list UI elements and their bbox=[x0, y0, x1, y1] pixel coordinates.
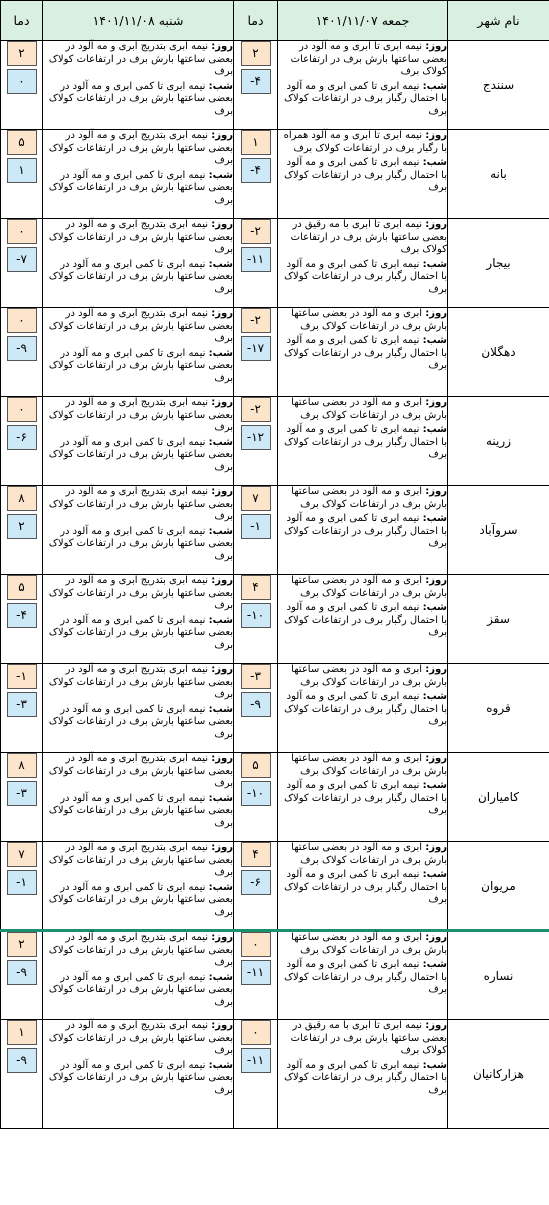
day2-night-text: نیمه ابری تا کمی ابری و مه آلود در بعضی ساعتها بارش برف در ارتفاعات کولاک برف bbox=[48, 525, 233, 562]
day1-forecast bbox=[278, 575, 448, 664]
day1-max-temp: -۲ bbox=[241, 219, 271, 244]
day2-forecast bbox=[43, 41, 234, 130]
day1-min-temp: -۹ bbox=[241, 692, 271, 717]
day1-night bbox=[278, 424, 447, 462]
day2-daytime-text: نیمه ابری بتدریج ابری و مه آلود در بعضی ساعتها بارش برف در ارتفاعات کولاک برف bbox=[48, 664, 233, 701]
day2-daytime-text: نیمه ابری بتدریج ابری و مه آلود در بعضی ساعتها بارش برف در ارتفاعات کولاک برف bbox=[48, 842, 233, 879]
day2-night-text: نیمه ابری تا کمی ابری و مه آلود در بعضی ساعتها بارش برف در ارتفاعات کولاک برف bbox=[48, 614, 233, 651]
day2-max-temp: ۲ bbox=[7, 41, 37, 66]
table-row bbox=[1, 931, 549, 1020]
day2-night bbox=[43, 170, 233, 208]
night-label: شب: bbox=[208, 436, 233, 448]
day1-forecast bbox=[278, 486, 448, 575]
table-row bbox=[1, 41, 549, 130]
night-label: شب: bbox=[422, 80, 447, 92]
day2-temps bbox=[1, 219, 43, 308]
day2-temps bbox=[1, 664, 43, 753]
day2-night-text: نیمه ابری تا کمی ابری و مه آلود در بعضی ساعتها بارش برف در ارتفاعات کولاک برف bbox=[48, 703, 233, 740]
day2-temps bbox=[1, 753, 43, 842]
day1-night-text: نیمه ابری تا کمی ابری و مه آلود با احتمال رگبار برف در ارتفاعات کولاک برف bbox=[284, 691, 447, 728]
day1-night-text: نیمه ابری تا کمی ابری و مه آلود با احتمال رگبار برف در ارتفاعات کولاک برف bbox=[284, 602, 447, 639]
day2-night-text: نیمه ابری تا کمی ابری و مه آلود در بعضی ساعتها بارش برف در ارتفاعات کولاک برف bbox=[48, 792, 233, 829]
table-row bbox=[1, 219, 549, 308]
day1-max-temp: -۳ bbox=[241, 664, 271, 689]
day2-daytime bbox=[43, 932, 233, 970]
day1-min-temp: -۱۱ bbox=[241, 247, 271, 272]
day1-night-text: نیمه ابری تا کمی ابری و مه آلود با احتمال رگبار برف در ارتفاعات کولاک برف bbox=[284, 780, 447, 817]
day1-forecast bbox=[278, 308, 448, 397]
day2-daytime bbox=[43, 219, 233, 257]
night-label: شب: bbox=[422, 424, 447, 436]
day1-daytime-text: نیمه ابری تا ابری با مه رقیق در بعضی ساعتها بارش برف در ارتفاعات کولاک برف bbox=[290, 1020, 447, 1057]
day1-daytime bbox=[278, 575, 447, 600]
day1-night-text: نیمه ابری تا کمی ابری و مه آلود با احتمال رگبار برف در ارتفاعات کولاک برف bbox=[284, 959, 447, 996]
day2-daytime-text: نیمه ابری بتدریج ابری و مه آلود در بعضی ساعتها بارش برف در ارتفاعات کولاک برف bbox=[48, 932, 233, 969]
day1-forecast bbox=[278, 931, 448, 1020]
day1-daytime-text: ابری و مه آلود در بعضی ساعتها بارش برف در ارتفاعات کولاک برف bbox=[291, 932, 447, 956]
night-label: شب: bbox=[208, 792, 233, 804]
day-label: روز: bbox=[211, 1020, 233, 1031]
city-name: هزارکانیان bbox=[448, 1020, 549, 1129]
day2-night-text: نیمه ابری تا کمی ابری و مه آلود در بعضی ساعتها بارش برف در ارتفاعات کولاک برف bbox=[48, 258, 233, 295]
day1-max-temp: ۴ bbox=[241, 575, 271, 600]
day2-night bbox=[43, 81, 233, 119]
day1-min-temp: -۱۰ bbox=[241, 603, 271, 628]
day2-temps bbox=[1, 41, 43, 130]
day2-min-temp: ۲ bbox=[7, 514, 37, 539]
day1-daytime bbox=[278, 41, 447, 79]
day1-daytime bbox=[278, 932, 447, 957]
day1-daytime bbox=[278, 664, 447, 689]
day-label: روز: bbox=[211, 575, 233, 586]
day1-night-text: نیمه ابری تا کمی ابری و مه آلود با احتمال رگبار برف در ارتفاعات کولاک برف bbox=[284, 157, 447, 194]
day1-min-temp: -۱۲ bbox=[241, 425, 271, 450]
day2-min-temp: -۷ bbox=[7, 247, 37, 272]
day1-temps bbox=[234, 397, 278, 486]
day2-min-temp: -۶ bbox=[7, 425, 37, 450]
city-name: کامیاران bbox=[448, 753, 549, 842]
day1-temps bbox=[234, 219, 278, 308]
day1-max-temp: ۱ bbox=[241, 130, 271, 155]
day-label: روز: bbox=[425, 842, 447, 853]
day2-temps bbox=[1, 575, 43, 664]
day2-night bbox=[43, 704, 233, 742]
header-day1: جمعه ۱۴۰۱/۱۱/۰۷ bbox=[278, 1, 448, 41]
day-label: روز: bbox=[425, 219, 447, 230]
day1-temps bbox=[234, 1020, 278, 1129]
day-label: روز: bbox=[425, 486, 447, 497]
day2-min-temp: ۰ bbox=[7, 69, 37, 94]
night-label: شب: bbox=[208, 614, 233, 626]
day2-min-temp: -۹ bbox=[7, 960, 37, 985]
day2-night bbox=[43, 259, 233, 297]
day2-night bbox=[43, 348, 233, 386]
day-label: روز: bbox=[211, 397, 233, 408]
day1-night-text: نیمه ابری تا کمی ابری و مه آلود با احتمال رگبار برف در ارتفاعات کولاک برف bbox=[284, 513, 447, 550]
day2-night-text: نیمه ابری تا کمی ابری و مه آلود در بعضی ساعتها بارش برف در ارتفاعات کولاک برف bbox=[48, 881, 233, 918]
day1-forecast bbox=[278, 397, 448, 486]
table-row bbox=[1, 842, 549, 931]
day1-daytime bbox=[278, 1020, 447, 1058]
day2-daytime-text: نیمه ابری بتدریج ابری و مه آلود در بعضی ساعتها بارش برف در ارتفاعات کولاک برف bbox=[48, 308, 233, 345]
day-label: روز: bbox=[425, 753, 447, 764]
night-label: شب: bbox=[208, 703, 233, 715]
day2-temps bbox=[1, 842, 43, 931]
day-label: روز: bbox=[425, 1020, 447, 1031]
day2-temps bbox=[1, 1020, 43, 1129]
day1-night bbox=[278, 259, 447, 297]
day1-temps bbox=[234, 486, 278, 575]
day2-min-temp: -۳ bbox=[7, 692, 37, 717]
day1-night-text: نیمه ابری تا کمی ابری و مه آلود با احتمال رگبار برف در ارتفاعات کولاک برف bbox=[284, 80, 447, 117]
day1-daytime-text: ابری و مه آلود در بعضی ساعتها بارش برف در ارتفاعات کولاک برف bbox=[291, 397, 447, 421]
day1-max-temp: -۲ bbox=[241, 397, 271, 422]
day2-daytime bbox=[43, 1020, 233, 1058]
day1-night-text: نیمه ابری تا کمی ابری و مه آلود با احتمال رگبار برف در ارتفاعات کولاک برف bbox=[284, 258, 447, 295]
day2-max-temp: ۰ bbox=[7, 397, 37, 422]
day2-max-temp: ۸ bbox=[7, 753, 37, 778]
city-name: سقز bbox=[448, 575, 549, 664]
day2-daytime bbox=[43, 308, 233, 346]
day2-daytime-text: نیمه ابری بتدریج ابری و مه آلود در بعضی ساعتها بارش برف در ارتفاعات کولاک برف bbox=[48, 41, 233, 78]
day1-max-temp: ۴ bbox=[241, 842, 271, 867]
night-label: شب: bbox=[422, 258, 447, 270]
night-label: شب: bbox=[208, 258, 233, 270]
day2-forecast bbox=[43, 486, 234, 575]
day1-forecast bbox=[278, 842, 448, 931]
night-label: شب: bbox=[422, 691, 447, 703]
day1-max-temp: ۰ bbox=[241, 932, 271, 957]
day2-forecast bbox=[43, 219, 234, 308]
night-label: شب: bbox=[422, 1059, 447, 1071]
day2-daytime-text: نیمه ابری بتدریج ابری و مه آلود در بعضی ساعتها بارش برف در ارتفاعات کولاک برف bbox=[48, 753, 233, 790]
day1-forecast bbox=[278, 219, 448, 308]
day1-daytime-text: ابری و مه آلود در بعضی ساعتها بارش برف در ارتفاعات کولاک برف bbox=[291, 842, 447, 866]
day2-night bbox=[43, 882, 233, 920]
day2-min-temp: -۳ bbox=[7, 781, 37, 806]
day2-night-text: نیمه ابری تا کمی ابری و مه آلود در بعضی ساعتها بارش برف در ارتفاعات کولاک برف bbox=[48, 80, 233, 117]
day1-min-temp: -۱۱ bbox=[241, 1048, 271, 1073]
day1-max-temp: -۲ bbox=[241, 308, 271, 333]
day1-temps bbox=[234, 308, 278, 397]
day1-daytime bbox=[278, 308, 447, 333]
table-row bbox=[1, 486, 549, 575]
day-label: روز: bbox=[425, 664, 447, 675]
day2-forecast bbox=[43, 664, 234, 753]
day2-daytime-text: نیمه ابری بتدریج ابری و مه آلود در بعضی ساعتها بارش برف در ارتفاعات کولاک برف bbox=[48, 397, 233, 434]
day2-daytime-text: نیمه ابری بتدریج ابری و مه آلود در بعضی ساعتها بارش برف در ارتفاعات کولاک برف bbox=[48, 575, 233, 612]
day1-night bbox=[278, 780, 447, 818]
day-label: روز: bbox=[425, 575, 447, 586]
day2-max-temp: ۸ bbox=[7, 486, 37, 511]
city-name: مریوان bbox=[448, 842, 549, 931]
day-label: روز: bbox=[425, 308, 447, 319]
night-label: شب: bbox=[422, 869, 447, 881]
day2-forecast bbox=[43, 130, 234, 219]
city-name: نساره bbox=[448, 931, 549, 1020]
day2-daytime-text: نیمه ابری بتدریج ابری و مه آلود در بعضی ساعتها بارش برف در ارتفاعات کولاک برف bbox=[48, 486, 233, 523]
city-name: زرینه bbox=[448, 397, 549, 486]
table-row bbox=[1, 664, 549, 753]
day2-daytime-text: نیمه ابری بتدریج ابری و مه آلود در بعضی ساعتها بارش برف در ارتفاعات کولاک برف bbox=[48, 1020, 233, 1057]
night-label: شب: bbox=[422, 602, 447, 614]
day1-night bbox=[278, 335, 447, 373]
header-row bbox=[1, 1, 549, 41]
city-name: قروه bbox=[448, 664, 549, 753]
day1-temps bbox=[234, 41, 278, 130]
city-name: سروآباد bbox=[448, 486, 549, 575]
day2-daytime-text: نیمه ابری بتدریج ابری و مه آلود در بعضی ساعتها بارش برف در ارتفاعات کولاک برف bbox=[48, 219, 233, 256]
day2-forecast bbox=[43, 842, 234, 931]
day1-night bbox=[278, 691, 447, 729]
night-label: شب: bbox=[422, 335, 447, 347]
table-row bbox=[1, 753, 549, 842]
day2-min-temp: -۴ bbox=[7, 603, 37, 628]
night-label: شب: bbox=[208, 80, 233, 92]
header-day2: شنبه ۱۴۰۱/۱۱/۰۸ bbox=[43, 1, 234, 41]
day2-min-temp: ۱ bbox=[7, 158, 37, 183]
day1-temps bbox=[234, 753, 278, 842]
day2-night bbox=[43, 972, 233, 1010]
night-label: شب: bbox=[422, 513, 447, 525]
day2-max-temp: ۰ bbox=[7, 219, 37, 244]
day1-min-temp: -۱۰ bbox=[241, 781, 271, 806]
day2-forecast bbox=[43, 397, 234, 486]
day1-night bbox=[278, 602, 447, 640]
day-label: روز: bbox=[211, 664, 233, 675]
day1-night-text: نیمه ابری تا کمی ابری و مه آلود با احتمال رگبار برف در ارتفاعات کولاک برف bbox=[284, 424, 447, 461]
day1-night-text: نیمه ابری تا کمی ابری و مه آلود با احتمال رگبار برف در ارتفاعات کولاک برف bbox=[284, 1059, 447, 1096]
day2-night-text: نیمه ابری تا کمی ابری و مه آلود در بعضی ساعتها بارش برف در ارتفاعات کولاک برف bbox=[48, 971, 233, 1008]
day1-daytime bbox=[278, 753, 447, 778]
day1-forecast bbox=[278, 664, 448, 753]
day1-daytime bbox=[278, 130, 447, 155]
day2-temps bbox=[1, 931, 43, 1020]
day-label: روز: bbox=[211, 219, 233, 230]
day1-min-temp: -۶ bbox=[241, 870, 271, 895]
day1-temps bbox=[234, 664, 278, 753]
day1-max-temp: ۲ bbox=[241, 41, 271, 66]
day2-night bbox=[43, 437, 233, 475]
day2-max-temp: ۰ bbox=[7, 308, 37, 333]
day2-night-text: نیمه ابری تا کمی ابری و مه آلود در بعضی ساعتها بارش برف در ارتفاعات کولاک برف bbox=[48, 347, 233, 384]
city-name: دهگلان bbox=[448, 308, 549, 397]
day1-min-temp: -۱۱ bbox=[241, 960, 271, 985]
day1-forecast bbox=[278, 753, 448, 842]
day1-forecast bbox=[278, 41, 448, 130]
day1-night bbox=[278, 1060, 447, 1098]
day1-daytime-text: نیمه ابری تا ابری و مه آلود همراه با رگبار برف در ارتفاعات کولاک برف bbox=[283, 130, 447, 154]
day1-min-temp: -۴ bbox=[241, 158, 271, 183]
day1-night bbox=[278, 869, 447, 907]
day2-night-text: نیمه ابری تا کمی ابری و مه آلود در بعضی ساعتها بارش برف در ارتفاعات کولاک برف bbox=[48, 1059, 233, 1096]
table-row bbox=[1, 397, 549, 486]
night-label: شب: bbox=[208, 169, 233, 181]
day2-daytime bbox=[43, 753, 233, 791]
night-label: شب: bbox=[422, 157, 447, 169]
day2-night-text: نیمه ابری تا کمی ابری و مه آلود در بعضی ساعتها بارش برف در ارتفاعات کولاک برف bbox=[48, 169, 233, 206]
day1-temps bbox=[234, 575, 278, 664]
night-label: شب: bbox=[422, 780, 447, 792]
day-label: روز: bbox=[211, 842, 233, 853]
day2-forecast bbox=[43, 931, 234, 1020]
day1-temps bbox=[234, 931, 278, 1020]
night-label: شب: bbox=[422, 959, 447, 971]
table-row bbox=[1, 1020, 549, 1129]
day2-temps bbox=[1, 130, 43, 219]
table-row bbox=[1, 575, 549, 664]
city-name: بانه bbox=[448, 130, 549, 219]
day2-night-text: نیمه ابری تا کمی ابری و مه آلود در بعضی ساعتها بارش برف در ارتفاعات کولاک برف bbox=[48, 436, 233, 473]
day2-max-temp: ۲ bbox=[7, 932, 37, 957]
day1-night-text: نیمه ابری تا کمی ابری و مه آلود با احتمال رگبار برف در ارتفاعات کولاک برف bbox=[284, 869, 447, 906]
day1-max-temp: ۰ bbox=[241, 1020, 271, 1045]
day1-temps bbox=[234, 130, 278, 219]
night-label: شب: bbox=[208, 525, 233, 537]
header-temp2: دما bbox=[1, 1, 43, 41]
day-label: روز: bbox=[211, 932, 233, 943]
day-label: روز: bbox=[425, 41, 447, 52]
day1-night-text: نیمه ابری تا کمی ابری و مه آلود با احتمال رگبار برف در ارتفاعات کولاک برف bbox=[284, 335, 447, 372]
day1-min-temp: -۴ bbox=[241, 69, 271, 94]
night-label: شب: bbox=[208, 347, 233, 359]
day1-max-temp: ۵ bbox=[241, 753, 271, 778]
day1-night bbox=[278, 959, 447, 997]
day2-max-temp: ۱ bbox=[7, 1020, 37, 1045]
day2-temps bbox=[1, 486, 43, 575]
day1-min-temp: -۱ bbox=[241, 514, 271, 539]
day1-night bbox=[278, 81, 447, 119]
day2-temps bbox=[1, 308, 43, 397]
day-label: روز: bbox=[211, 486, 233, 497]
day2-daytime bbox=[43, 842, 233, 880]
header-city: نام شهر bbox=[448, 1, 549, 41]
day2-max-temp: ۵ bbox=[7, 575, 37, 600]
day1-daytime bbox=[278, 397, 447, 422]
day-label: روز: bbox=[425, 397, 447, 408]
day1-daytime-text: ابری و مه آلود در بعضی ساعتها بارش برف در ارتفاعات کولاک برف bbox=[291, 308, 447, 332]
day1-forecast bbox=[278, 1020, 448, 1129]
day2-forecast bbox=[43, 1020, 234, 1129]
day2-daytime bbox=[43, 41, 233, 79]
day2-forecast bbox=[43, 753, 234, 842]
city-name: سنندج bbox=[448, 41, 549, 130]
day2-daytime-text: نیمه ابری بتدریج ابری و مه آلود در بعضی ساعتها بارش برف در ارتفاعات کولاک برف bbox=[48, 130, 233, 167]
night-label: شب: bbox=[208, 1059, 233, 1071]
city-name: بیجار bbox=[448, 219, 549, 308]
day1-daytime-text: ابری و مه آلود در بعضی ساعتها بارش برف در ارتفاعات کولاک برف bbox=[291, 664, 447, 688]
day2-temps bbox=[1, 397, 43, 486]
day2-night bbox=[43, 615, 233, 653]
day2-daytime bbox=[43, 575, 233, 613]
day1-daytime bbox=[278, 219, 447, 257]
day1-night bbox=[278, 157, 447, 195]
night-label: شب: bbox=[208, 971, 233, 983]
day2-night bbox=[43, 793, 233, 831]
day1-daytime-text: نیمه ابری تا ابری و مه آلود در بعضی ساعتها بارش برف در ارتفاعات کولاک برف bbox=[290, 41, 447, 78]
day-label: روز: bbox=[211, 41, 233, 52]
day2-night bbox=[43, 526, 233, 564]
day1-daytime-text: ابری و مه آلود در بعضی ساعتها بارش برف در ارتفاعات کولاک برف bbox=[291, 486, 447, 510]
day2-daytime bbox=[43, 486, 233, 524]
day1-temps bbox=[234, 842, 278, 931]
day1-daytime-text: ابری و مه آلود در بعضی ساعتها بارش برف در ارتفاعات کولاک برف bbox=[291, 753, 447, 777]
table-row bbox=[1, 308, 549, 397]
day2-min-temp: -۹ bbox=[7, 1048, 37, 1073]
day2-max-temp: -۱ bbox=[7, 664, 37, 689]
day1-daytime-text: نیمه ابری تا ابری با مه رقیق در بعضی ساعتها بارش برف در ارتفاعات کولاک برف bbox=[290, 219, 447, 256]
day1-forecast bbox=[278, 130, 448, 219]
day1-min-temp: -۱۷ bbox=[241, 336, 271, 361]
day2-night bbox=[43, 1060, 233, 1098]
day-label: روز: bbox=[211, 130, 233, 141]
day2-min-temp: -۹ bbox=[7, 336, 37, 361]
header-temp1: دما bbox=[234, 1, 278, 41]
day2-forecast bbox=[43, 308, 234, 397]
day-label: روز: bbox=[425, 130, 447, 141]
day-label: روز: bbox=[211, 308, 233, 319]
day1-max-temp: ۷ bbox=[241, 486, 271, 511]
day2-daytime bbox=[43, 130, 233, 168]
day1-daytime bbox=[278, 486, 447, 511]
table-row bbox=[1, 130, 549, 219]
day2-min-temp: -۱ bbox=[7, 870, 37, 895]
day-label: روز: bbox=[425, 932, 447, 943]
day2-daytime bbox=[43, 397, 233, 435]
day2-daytime bbox=[43, 664, 233, 702]
day1-night bbox=[278, 513, 447, 551]
day-label: روز: bbox=[211, 753, 233, 764]
day2-max-temp: ۷ bbox=[7, 842, 37, 867]
day2-forecast bbox=[43, 575, 234, 664]
day1-daytime bbox=[278, 842, 447, 867]
night-label: شب: bbox=[208, 881, 233, 893]
day2-max-temp: ۵ bbox=[7, 130, 37, 155]
day1-daytime-text: ابری و مه آلود در بعضی ساعتها بارش برف در ارتفاعات کولاک برف bbox=[291, 575, 447, 599]
